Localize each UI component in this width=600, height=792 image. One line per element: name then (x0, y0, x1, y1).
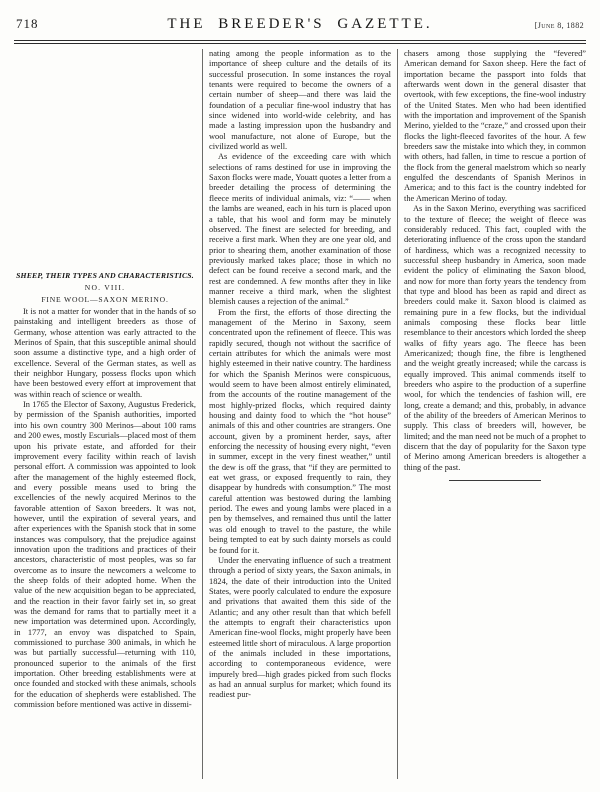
column-middle (209, 49, 391, 779)
article-paragraph: As in the Saxon Merino, everything was sacrificed to the texture of fleece; the weight of fleece was considerably reduced. This fact, coupled with the deteriorating influence of the cross upon the standard of hardiness, which was a recognized necessity to successful sheep husbandry in America, soon made evident the policy of eliminating the Saxon blood, and now for more than forty years the tendency from that type and blood has been as rapid and direct as breeders could make it. Saxon blood is claimed as remaining pure in a few flocks, but the individual animals composing these flocks bear little resemblance to their ancestors which lorded the sheep walks of fifty years ago. The fleece has been Americanized; though fine, the fibre is lengthened and the weight greatly increased; while the carcass is equally improved. This animal commends itself to breeders who aspire to the production of a superfine wool, for which the tendencies of fashion will, ere long, create a demand; and this, probably, in advance of the ability of the breeders of American Merinos to supply. This class of breeders will, however, be limited; and the man need not be much of a prophet to discern that the day of popularity for the Saxon type of Merino among American breeders is altogether a thing of the past. (404, 204, 586, 472)
blank-area (14, 49, 196, 271)
article-end-rule (449, 480, 541, 481)
column-divider (397, 49, 398, 779)
article-paragraph: From the first, the efforts of those directing the management of the Merino in Saxony, seem concentrated upon the refinement of fleece. This was rapidly secured, though not without the sacrifice of certain attributes for which the animals were most highly esteemed in their native country. The hardiness for which the Spanish Merinos were conspicuous, would seem to have been almost entirely eliminated, from the accounts of the routine management of the most highly-prized flocks, which required dainty housing and dainty food to which the “hot house” animals of this and other countries are strangers. One account, given by a prominent herder, says, after enforcing the necessity of housing every night, “even in summer, except in the very finest weather,” until the dew is off the grass, that “if they are permitted to eat wet grass, or exposed frequently to rain, they disappear by hundreds with consumption.” The most careful attention was bestowed during the lambing period. The ewes and young lambs were placed in a pen by themselves, and remained thus until the latter was old enough to travel to the pasture, the while being tempted to eat by such dainty morsels as could be found for it. (209, 307, 391, 555)
article-paragraph: In 1765 the Elector of Saxony, Augustus Frederick, by permission of the Spanish authorities, imported into his own country 300 Merinos—about 100 rams and 200 ewes, mostly Escurials—placed most of them upon his private estate, and afforded for their improvement every facility within reach of lavish personal effort. A commission was appointed to look after the management of the highly esteemed flock, and every possible means used to bring the excellencies of the newly acquired Merinos to the favorable attention of Saxon breeders. It was not, however, until the expiration of several years, and after experiences with the Spanish stock that in some instances was compulsory, that the prejudice against innovation upon the traditions and practices of their ancestors, characteristic of most peoples, was so far overcome as to insure the newcomers a welcome to the sheep folds of their adopted home. When the value of the new acquisition began to be appreciated, and the reaction in their favor fairly set in, so great was the demand for rams that to partially meet it a new importation was determined upon. Accordingly, in 1777, an envoy was dispatched to Spain, commissioned to purchase 300 animals, in which he was but partially successful—returning with 110, pronounced superior to the animals of the first importation. Other breeding establishments were at once founded and stocked with these animals, schools for the education of shepherds were established. The commission before mentioned was active in dissemi- (14, 400, 196, 710)
article-paragraph: It is not a matter for wonder that in the hands of so painstaking and intelligent breeders as those of Germany, whose attention was early attracted to the Merinos of Spain, that this susceptible animal should soon assume a distinctive type, and a high order of excellence. Several of the German states, as well as their neighbor Hungary, possess flocks upon which have been bestowed every effort at improvement that was within reach of science or wealth. (14, 307, 196, 399)
article-paragraph: chasers among those supplying the “fevered” American demand for Saxon sheep. Here the fact of importation became the passport into folds that afterwards went down in the general disaster that overtook, with few exceptions, the fine-wool industry of the United States. Men who had been identified with the importation and improvement of the Spanish Merino, yielded to the “craze,” and crossed upon their flocks the light-fleeced favorites of the hour. A few breeders saw the mistake into which they, in common with others, had fallen, in time to rescue a portion of the flock from the general maelstrom which so nearly engulfed the descendants of Spanish Merinos in America; and to this fact is the country indebted for the American Merino of today. (404, 49, 586, 203)
article-paragraph: As evidence of the exceeding care with which selections of rams destined for use in improving the Saxon flocks were made, Youatt quotes a letter from a breeder detailing the process of determining the fleece merits of individual animals, viz: “—— when the lambs are weaned, each in his turn is placed upon a table, that his wool and form may be minutely observed. The finest are selected for breeding, and receive a first mark. When they are one year old, and prior to shearing them, another examination of those previously marked takes place; those in which no defect can be found receive a second mark, and the rest are condemned. A few months after they in like manner receive a third mark, when the slightest blemish causes a rejection of the animal.” (209, 152, 391, 307)
page-number: 718 (16, 16, 39, 31)
issue-date: [June 8, 1882 (534, 21, 584, 30)
article-paragraph: Under the enervating influence of such a treatment through a period of sixty years, the Saxon animals, in 1824, the date of their introduction into the United States, were poorly calculated to endure the exposure and privations that awaited them this side of the Atlantic; and any other result than that which befell the attempts to engraft their characteristics upon American fine-wool flocks, might properly have been esteemed little short of miraculous. A large proportion of the animals included in these importations, according to contemporaneous evidence, were impurely bred—high grades picked from such flocks as had an annual surplus for market; which found its readiest pur- (209, 555, 391, 700)
column-layout (14, 44, 586, 779)
page-header (0, 0, 600, 33)
article-series-number: NO. VIII. (84, 283, 126, 293)
masthead-title: THE BREEDER'S GAZETTE. (167, 16, 433, 32)
article-title: SHEEP, THEIR TYPES AND CHARACTERISTICS. (16, 271, 194, 280)
column-divider (202, 49, 203, 779)
article-paragraph: nating among the people information as to the importance of sheep culture and the details of its successful prosecution. In some instances the royal tenants were required to become the owners of a certain number of sheep—and there was laid the foundation of a peculiar fine-wool industry that has since widened into world-wide celebrity, and has made a lasting impression upon the husbandry and wool manufacture, not alone of Europe, but the civilized world as well. (209, 49, 391, 152)
column-left (14, 49, 196, 779)
column-right (404, 49, 586, 779)
article-subtitle: FINE WOOL—SAXON MERINO. (41, 294, 169, 304)
